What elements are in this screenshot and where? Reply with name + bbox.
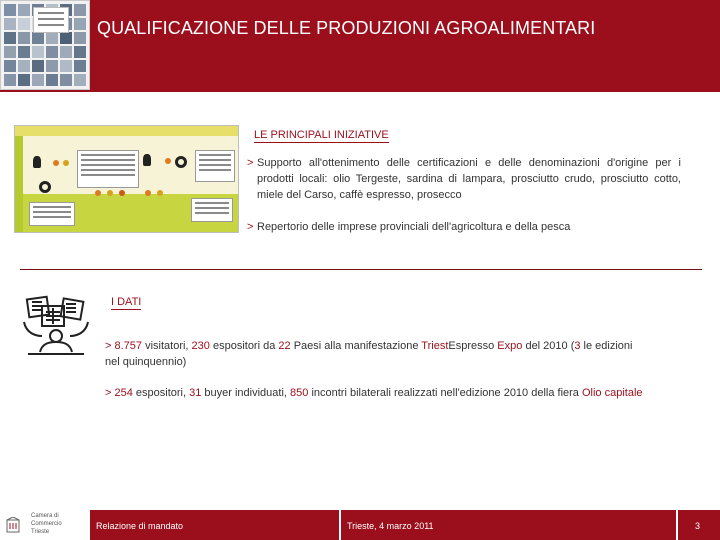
- chamber-of-commerce-logo: [0, 510, 90, 540]
- section-title-dati: [111, 296, 141, 310]
- stat-text: Paesi alla manifestazione: [290, 340, 422, 352]
- stat-exhibitors: 254: [114, 387, 133, 399]
- event-name: Olio capitale: [581, 387, 643, 399]
- stat-buyers: 31: [189, 387, 202, 399]
- bullet-repertorio: [247, 219, 687, 235]
- bullet-marker: >: [247, 221, 254, 233]
- bullet-marker: >: [105, 340, 112, 352]
- event-name-part: Triest: [421, 340, 449, 352]
- bullet-visitatori: [105, 338, 645, 370]
- stat-meetings: 850: [290, 387, 309, 399]
- stat-exhibitors: 230: [191, 340, 210, 352]
- bullet-marker: >: [247, 157, 254, 169]
- stat-visitors: 8.757: [114, 340, 143, 352]
- photo-collage-thumbnail: [0, 0, 90, 90]
- footer-separator: [676, 510, 678, 540]
- stat-editions: 3: [574, 340, 581, 352]
- stat-countries: 22: [278, 340, 291, 352]
- logo-text-line1: Camera di Commercio: [31, 513, 62, 527]
- bullet-marker: >: [105, 387, 112, 399]
- chamber-of-commerce-logo-icon: [6, 517, 20, 533]
- bullet-espositori: [105, 385, 645, 401]
- stat-text: espositori,: [132, 387, 190, 399]
- stat-text: espositori da: [209, 340, 279, 352]
- person-with-documents-icon: [20, 292, 92, 360]
- footer-separator: [339, 510, 341, 540]
- page-number: 3: [695, 521, 701, 531]
- stat-text: visitatori,: [142, 340, 192, 352]
- infographic-poster-image: [14, 125, 239, 233]
- header-bar: [0, 0, 720, 92]
- footer-report-title: Relazione di mandato: [96, 521, 184, 531]
- stat-text: del 2010 (: [522, 340, 575, 352]
- bullet-text: Repertorio delle imprese provinciali dell'agricoltura e della pesca: [257, 221, 571, 233]
- bullet-text: Supporto all'ottenimento delle certificazioni e delle denominazioni d'origine per i prodotti locali: olio Tergeste, sardina di lampara, prosciutto crudo, prosciutto cotto, miele del Carso, caffè espresso, prosecco: [257, 157, 681, 201]
- logo-text-line2: Trieste: [31, 529, 50, 535]
- bullet-certificazioni: [247, 155, 681, 203]
- footer-place-date: Trieste, 4 marzo 2011: [347, 521, 434, 531]
- stat-text: le edizioni nel quinquennio): [105, 340, 633, 368]
- event-name-part: Espresso: [448, 340, 495, 352]
- section-title-label: I DATI: [111, 296, 142, 308]
- stat-text: buyer individuati,: [201, 387, 291, 399]
- section-title-iniziative: [254, 129, 389, 143]
- event-name-part: Expo: [494, 340, 523, 352]
- section-divider: [20, 269, 702, 270]
- section-title-label: LE PRINCIPALI INIZIATIVE: [254, 129, 389, 141]
- stat-text: incontri bilaterali realizzati nell'edizione 2010 della fiera: [308, 387, 582, 399]
- page-title: QUALIFICAZIONE DELLE PRODUZIONI AGROALIMENTARI: [97, 18, 596, 38]
